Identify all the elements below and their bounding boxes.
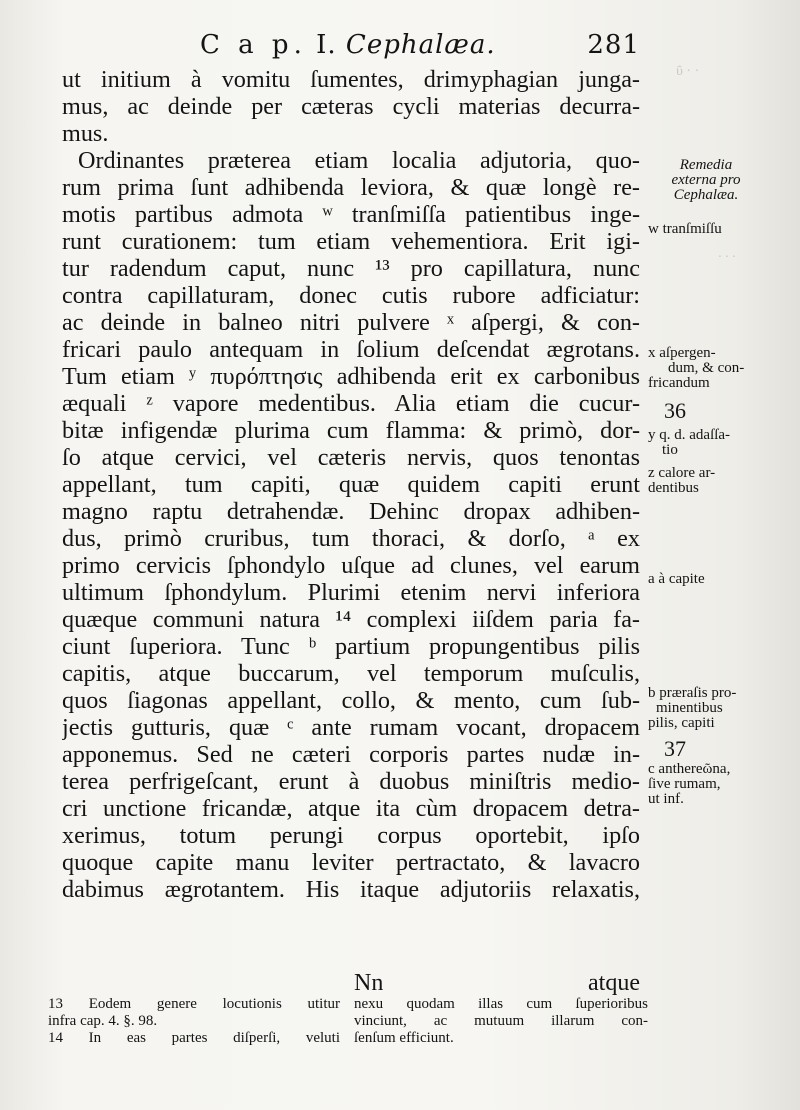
text-line: contra capillaturam, donec cutis rubore adficiatur: (62, 282, 640, 309)
text-line: rum prima ſunt adhibenda leviora, & quæ longè re- (62, 174, 640, 201)
footnote-column-right (354, 996, 648, 1047)
text-line: ciunt ſuperiora. Tunc ᵇ partium propungentibus pilis (62, 633, 640, 660)
margin-note-c: c anthereῶna, ſive rumam, ut inf. (648, 761, 731, 807)
text-line: apponemus. Sed ne cæteri corporis partes nudæ in- (62, 741, 640, 768)
body-text (62, 66, 640, 903)
text-line: appellant, tum capiti, quæ quidem capiti erunt (62, 471, 640, 498)
margin-note-w: w tranſmiſſu (648, 221, 722, 237)
footnote-line: ſenſum efficiunt. (354, 1030, 454, 1046)
text-line: ultimum ſphondylum. Plurimi etenim nervi inferiora (62, 579, 640, 606)
text-line: bitæ infigendæ plurima cum flamma: & primò, dor- (62, 417, 640, 444)
chapter-title: Cephalæa. (345, 30, 496, 60)
chapter-label: C a p. (200, 30, 307, 60)
footnote-column-left (48, 996, 340, 1047)
chapter-number: I. (316, 30, 337, 60)
text-line: tur radendum caput, nunc ¹³ pro capillatura, nunc (62, 255, 640, 282)
text-line: ac deinde in balneo nitri pulvere ˣ aſpergi, & con- (62, 309, 640, 336)
text-line: cri unctione fricandæ, atque ita cùm dropacem detra- (62, 795, 640, 822)
catchword: atque (588, 970, 640, 996)
margin-note-x: x aſpergen- dum, & con- fricandum (648, 345, 745, 391)
running-header (60, 30, 640, 64)
text-line: Tum etiam ʸ πυρόπτησις adhibenda erit ex carbonibus (62, 363, 640, 390)
text-line: capitis, atque buccarum, vel temporum muſculis, (62, 660, 640, 687)
margin-note-remedia: Remedia externa pro Cephalæa. (671, 157, 741, 203)
margin-note-y: y q. d. adaſſa- tio (648, 427, 731, 458)
text-line: Ordinantes præterea etiam localia adjutoria, quo- (78, 147, 640, 174)
footnote-line: nexu quodam illas cum ſuperioribus (354, 996, 648, 1012)
running-head (200, 30, 496, 60)
text-line: quoque capite manu leviter pertractato, & lavacro (62, 849, 640, 876)
footnote-line: 13 Eodem genere locutionis utitur (48, 996, 340, 1012)
margin-note-b: b præraſis pro- minentibus pilis, capiti (648, 685, 737, 731)
margin-note-a: a à capite (648, 571, 705, 587)
catch-line (62, 970, 640, 996)
text-line: mus. (62, 120, 109, 147)
page-number: 281 (587, 30, 640, 60)
text-line: ut initium à vomitu ſumentes, drimyphagian junga- (62, 66, 640, 93)
margin-note-z: z calore ar- dentibus (648, 465, 716, 496)
show-through-text: · · · (718, 250, 736, 265)
margin-number-36: 36 (664, 398, 686, 423)
text-line: fricari paulo antequam in ſolium deſcendat ægrotans. (62, 336, 640, 363)
margin-number-37: 37 (664, 736, 686, 761)
footnote-line: infra cap. 4. §. 98. (48, 1013, 158, 1029)
text-line: æquali ᶻ vapore medentibus. Alia etiam die cucur- (62, 390, 640, 417)
text-line: dabimus ægrotantem. His itaque adjutoriis relaxatis, (62, 876, 640, 903)
text-line: mus, ac deinde per cæteras cycli materias decurra- (62, 93, 640, 120)
text-line: runt curationem: tum etiam vehementiora. Erit igi- (62, 228, 640, 255)
text-line: quos ſiagonas appellant, collo, & mento, cum ſub- (62, 687, 640, 714)
text-line: ſo atque cervici, vel cæteris nervis, quos tenontas (62, 444, 640, 471)
footnote-line: 14 In eas partes diſperſi, veluti (48, 1030, 340, 1046)
text-line: dus, primò cruribus, tum thoraci, & dorſo, ᵃ ex (62, 525, 640, 552)
text-line: terea perfrigeſcant, erunt à duobus miniſtris medio- (62, 768, 640, 795)
text-line: primo cervicis ſphondylo uſque ad clunes, vel earum (62, 552, 640, 579)
text-line: motis partibus admota ʷ tranſmiſſa patientibus inge- (62, 201, 640, 228)
footnote-line: vinciunt, ac mutuum illarum con- (354, 1013, 648, 1029)
text-line: jectis gutturis, quæ ᶜ ante rumam vocant, dropacem (62, 714, 640, 741)
show-through-text: ΰ · · (676, 64, 700, 79)
text-line: xerimus, totum perungi corpus oportebit, ipſo (62, 822, 640, 849)
text-line: quæque communi natura ¹⁴ complexi iiſdem paria fa- (62, 606, 640, 633)
signature-mark: Nn (354, 970, 384, 996)
text-line: magno raptu detrahendæ. Dehinc dropax adhiben- (62, 498, 640, 525)
